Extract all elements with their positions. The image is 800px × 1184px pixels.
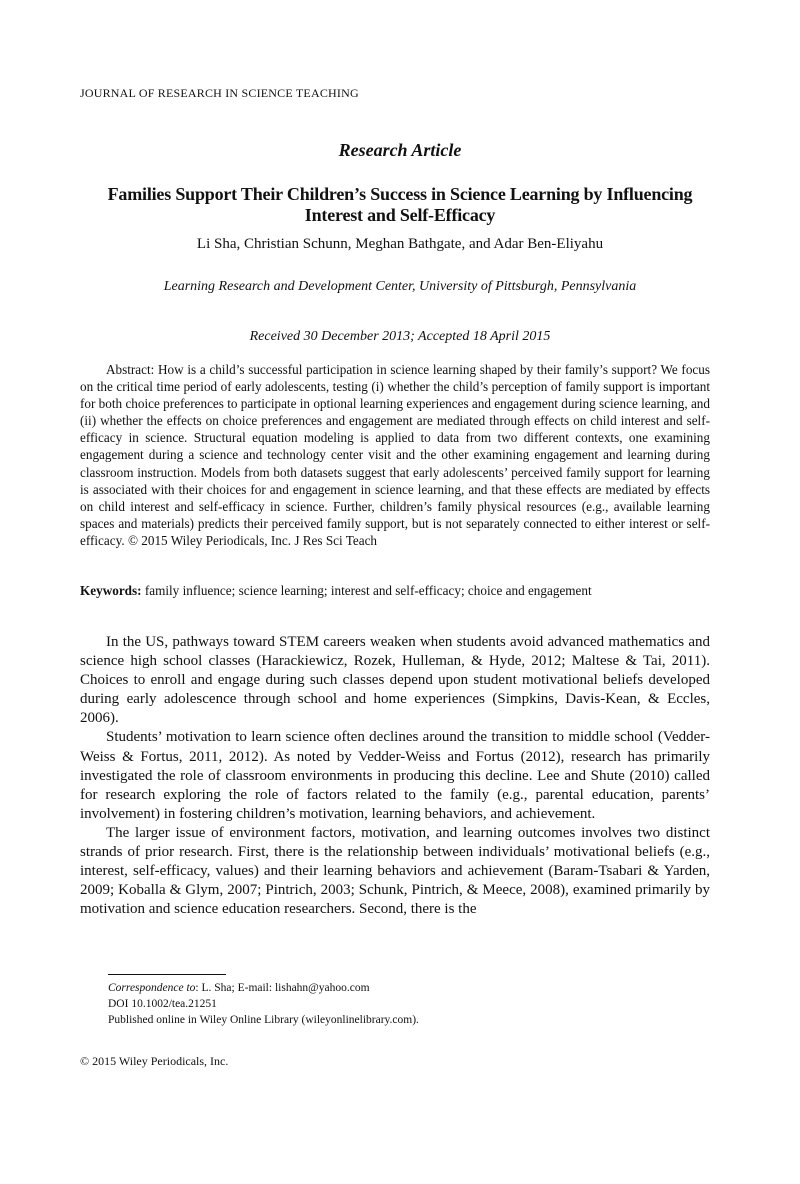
copyright-notice: © 2015 Wiley Periodicals, Inc. [80,1054,229,1068]
keywords-line [80,583,720,599]
footnotes [108,980,419,1028]
published-online-line: Published online in Wiley Online Library (wileyonlinelibrary.com). [108,1014,419,1026]
correspondence-label: Correspondence to [108,982,196,994]
correspondence-text: : L. Sha; E-mail: lishahn@yahoo.com [195,982,370,994]
keywords-text: family influence; science learning; interest and self-efficacy; choice and engagement [144,583,592,598]
article-type: Research Article [338,140,462,160]
received-dates: Received 30 December 2013; Accepted 18 April 2015 [249,329,551,344]
body-text [80,633,710,919]
footnote-rule [108,974,226,975]
abstract: Abstract: How is a child’s successful participation in science learning shaped by their family’s support? We focus on the critical time period of early adolescents, testing (i) whether the child’s perception of family support is important for both choice preferences to participate in optional learning experiences and engagement during science learning, and (ii) whether the effects on choice preferences and engagement are mediated through effects on child interest and self-efficacy in science. Structural equation modeling is applied to data from two different contexts, one examining engagement during a science and technology center visit and the other examining engagement and learning during classroom instruction. Models from both datasets suggest that early adolescents’ perceived family support for learning is associated with their choices for and engagement in science learning, and that these effects are mediated by effects on child interest and self-efficacy in science. Further, children’s family physical resources (e.g., available learning spaces and materials) predicts their perceived family support, but is not separately connected to either interest or self-efficacy. © 2015 Wiley Periodicals, Inc. J Res Sci Teach [80,362,710,548]
article-title: Families Support Their Children’s Success in Science Learning by Influencing Interest and Self-Efficacy [107,184,693,225]
correspondence-line [108,980,419,996]
keywords-label: Keywords: [80,583,142,598]
body-paragraph: In the US, pathways toward STEM careers weaken when students avoid advanced mathematics and science high school classes (Harackiewicz, Rozek, Hulleman, & Hyde, 2012; Maltese & Tai, 2011). Choices to enroll and engage during such classes depend upon student motivational beliefs developed during early adolescence through school and home experiences (Simpkins, Davis-Kean, & Eccles, 2006). [80,634,710,727]
affiliation: Learning Research and Development Center, University of Pittsburgh, Pennsylvania [163,279,637,294]
journal-header: JOURNAL OF RESEARCH IN SCIENCE TEACHING [80,86,359,100]
body-paragraph: Students’ motivation to learn science often declines around the transition to middle school (Vedder-Weiss & Fortus, 2011, 2012). As noted by Vedder-Weiss and Fortus (2012), research has primarily investigated the role of classroom environments in producing this decline. Lee and Shute (2010) called for research exploring the role of factors related to the family (e.g., parental education, parents’ involvement) in fostering children’s motivation, learning behaviors, and achievement. [80,729,710,822]
doi-line: DOI 10.1002/tea.21251 [108,998,217,1010]
author-list: Li Sha, Christian Schunn, Meghan Bathgate, and Adar Ben-Eliyahu [196,236,604,252]
body-paragraph: The larger issue of environment factors, motivation, and learning outcomes involves two distinct strands of prior research. First, there is the relationship between individuals’ motivational beliefs (e.g., interest, self-efficacy, values) and their learning behaviors and achievement (Baram-Tsabari & Yarden, 2009; Koballa & Glym, 2007; Pintrich, 2003; Schunk, Pintrich, & Meece, 2008), examined primarily by motivation and science education researchers. Second, there is the [80,824,710,918]
